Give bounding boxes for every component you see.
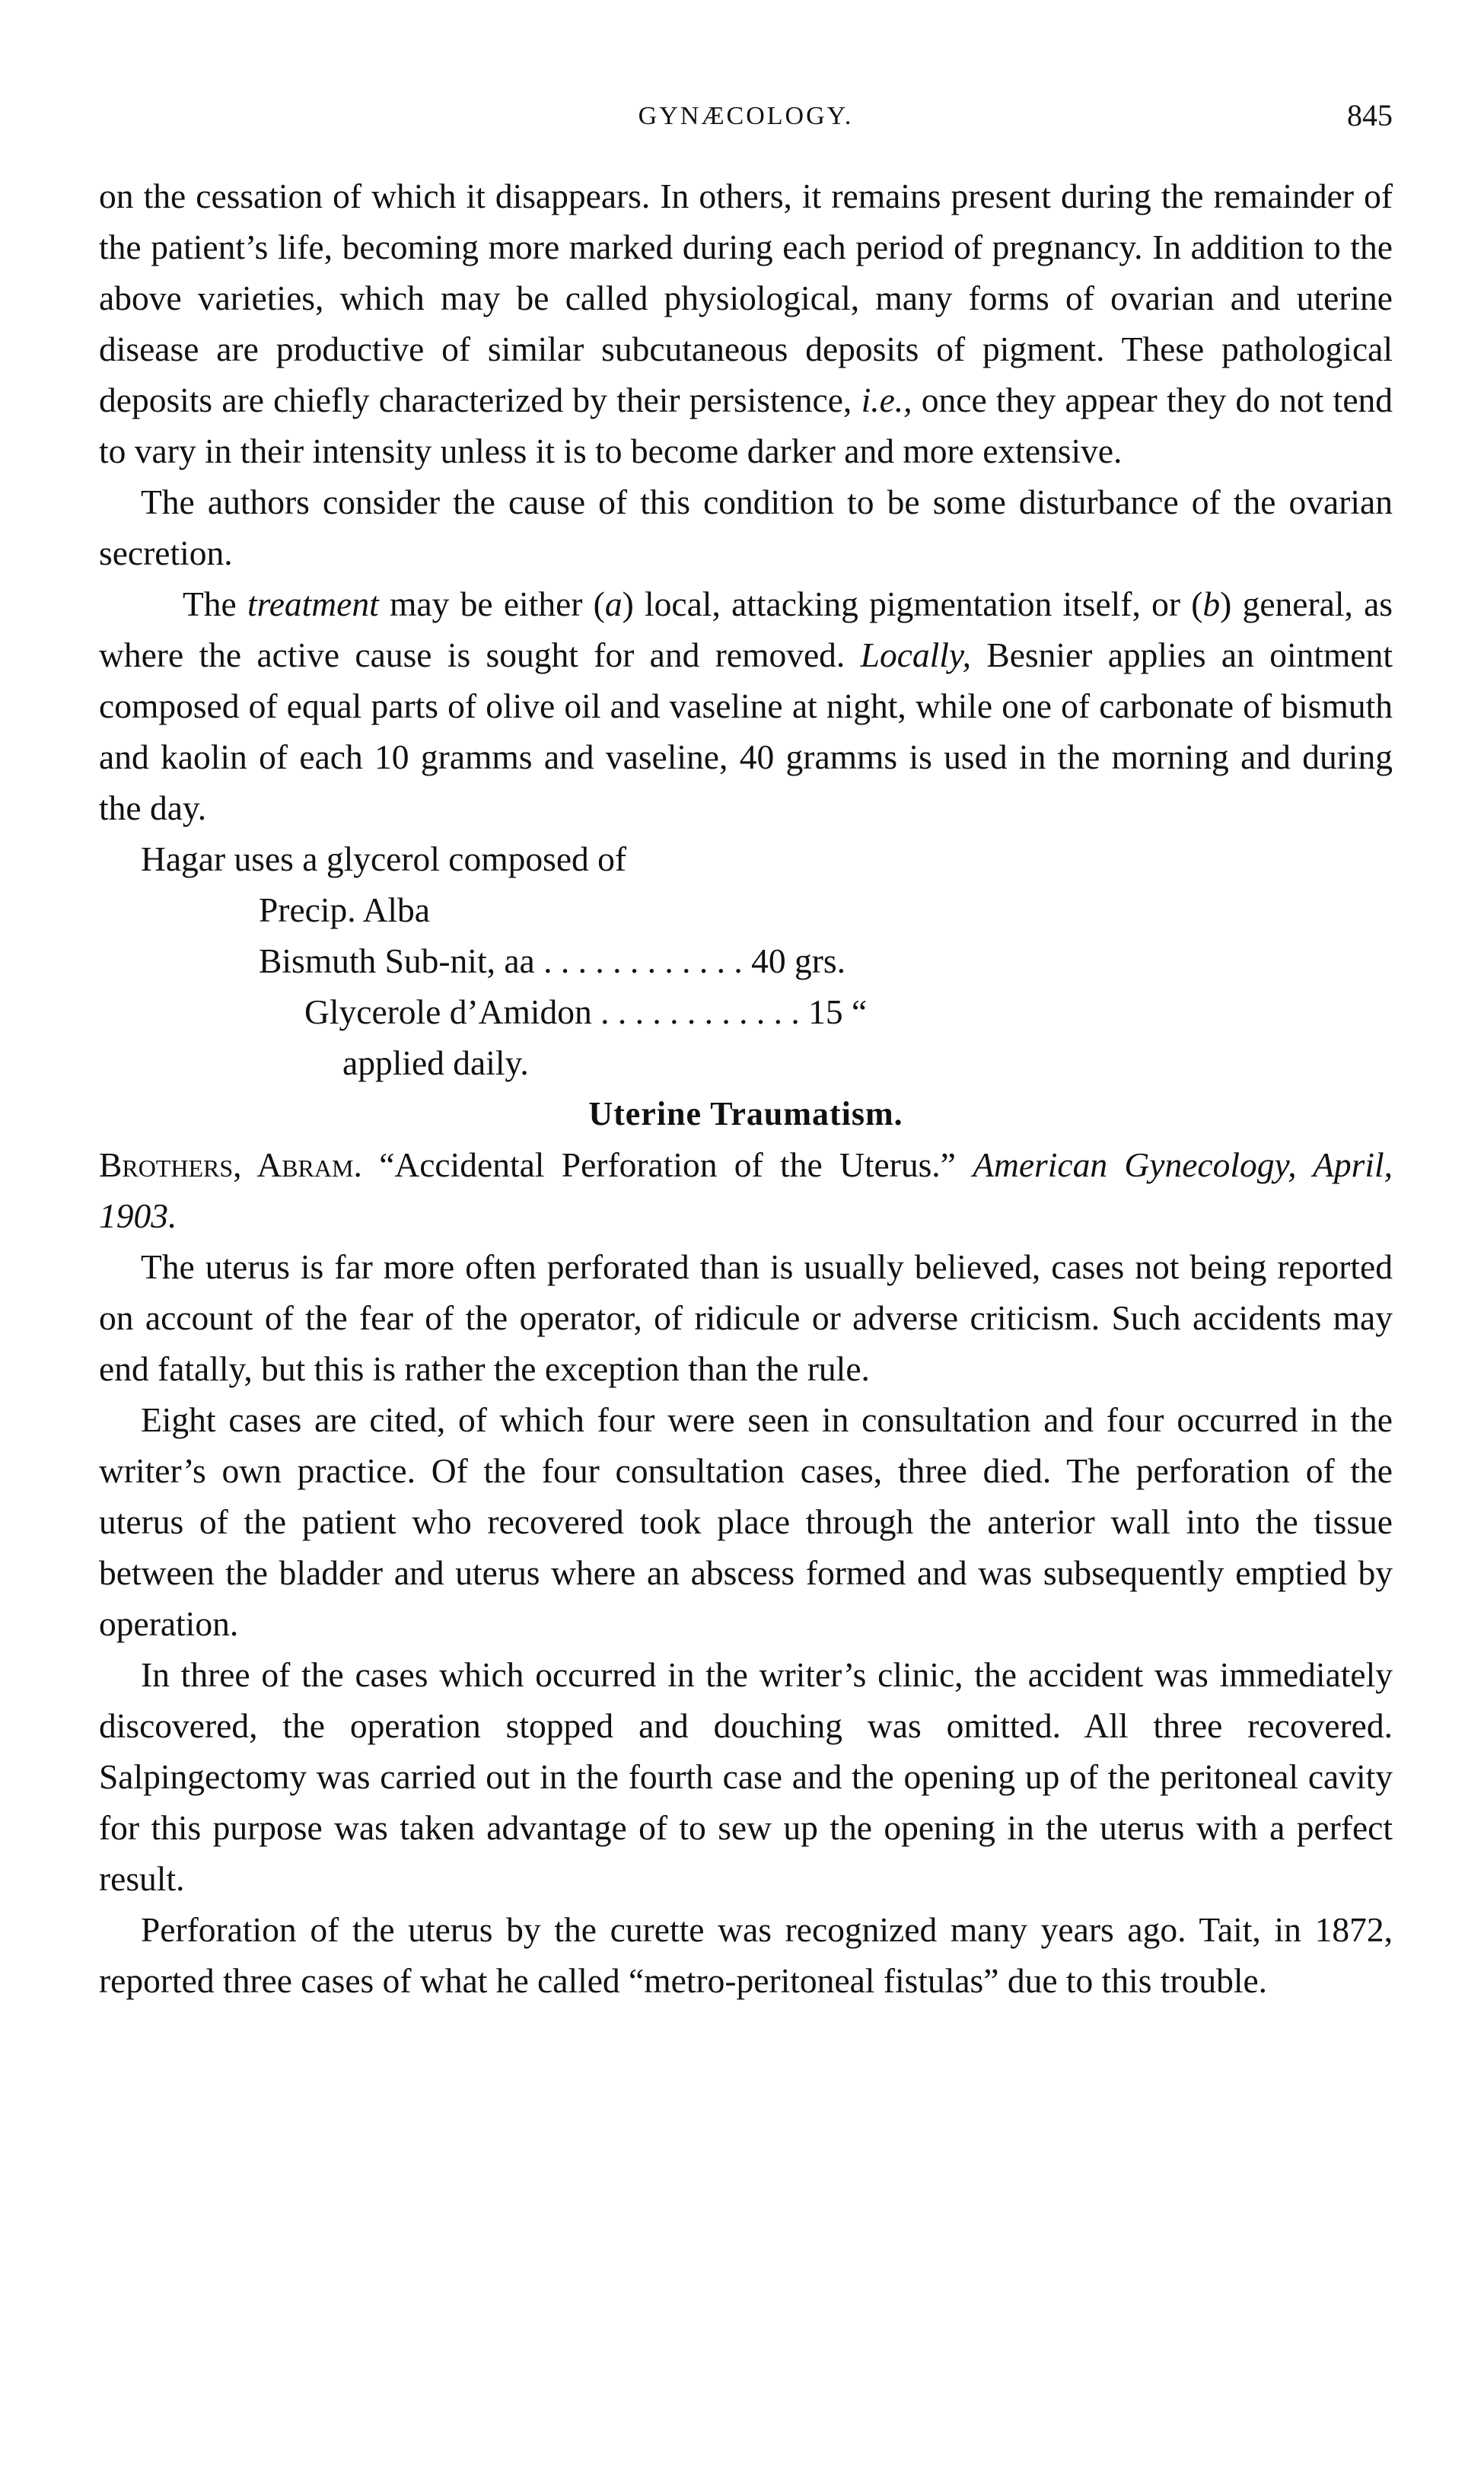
citation-author: Brothers, Abram. <box>99 1145 362 1184</box>
section-heading: Uterine Traumatism. <box>588 1095 903 1132</box>
paragraph-treatment <box>99 578 1393 833</box>
text-run: ) general, as where the active cause is sought for and removed. <box>99 584 1393 674</box>
paragraph: Eight cases are cited, of which four were seen in consultation and four occurred in the writer’s own practice. Of the four consultation cases, three died. The perforation of the uterus of the patient who recovered took place through the anterior wall into the tissue between the bladder and uterus where an abscess formed and was subsequently emptied by operation. <box>99 1400 1393 1643</box>
text-run: may be either ( <box>390 584 605 623</box>
page-header <box>99 97 1393 143</box>
text-run: The <box>183 584 237 623</box>
text-run: Besnier applies an ointment composed of equal parts of olive oil and vaseline at night, while one of carbonate of bismuth and kaolin of each 10 gramms and vaseline, 40 gramms is used in the morning and during the day. <box>99 635 1393 827</box>
paragraph-text: on the cessation of which it disappears. In others, it remains present during the remainder of the patient’s life, becoming more marked during each period of pregnancy. In addition to the above varieties, which may be called physiological, many forms of ovarian and uterine disease are productive of similar subcutaneous deposits of pigment. These pathological deposits are chiefly characterized by their persistence, <box>99 177 1393 419</box>
paragraph: Hagar uses a glycerol composed of <box>141 839 627 878</box>
italic-letter-b: b <box>1202 584 1221 623</box>
recipe-block <box>99 884 1393 1088</box>
citation <box>99 1139 1393 1241</box>
citation-journal: American Gynecology, April, 1903. <box>99 1145 1393 1235</box>
recipe-line: Precip. Alba <box>259 890 430 929</box>
citation-title: “Accidental Perforation of the Uterus.” <box>379 1145 956 1184</box>
italic-locally: Locally, <box>860 635 971 674</box>
paragraph: In three of the cases which occurred in the writer’s clinic, the accident was immediately discovered, the operation stopped and douching was omitted. All three recovered. Salpingectomy was carried out in the fourth case and the opening up of the peritoneal cavity for this purpose was taken advantage of to sew up the opening in the uterus with a perfect result. <box>99 1655 1393 1898</box>
italic-treatment: treatment <box>247 584 379 623</box>
running-head: GYNÆCOLOGY. <box>638 102 854 130</box>
recipe-line: Bismuth Sub-nit, aa . . . . . . . . . . . . 40 grs. <box>259 941 845 980</box>
page-number: 845 <box>1347 98 1393 132</box>
italic-letter-a: a <box>604 584 623 623</box>
paragraph: Perforation of the uterus by the curette was recognized many years ago. Tait, in 1872, reported three cases of what he called “metro-peritoneal fistulas” due to this trouble. <box>99 1910 1393 2000</box>
italic-ie: i.e., <box>861 381 912 419</box>
recipe-line: applied daily. <box>342 1043 529 1082</box>
paragraph-text: once they appear they do not tend to vary in their intensity unless it is to become darker and more extensive. <box>99 381 1393 470</box>
paragraph: The uterus is far more often perforated than is usually believed, cases not being reported on account of the fear of the operator, of ridicule or adverse criticism. Such accidents may end fatally, but this is rather the exception than the rule. <box>99 1247 1393 1388</box>
body-text <box>99 170 1393 2006</box>
recipe-line: Glycerole d’Amidon . . . . . . . . . . . . 15 “ <box>304 992 868 1031</box>
text-run: ) local, attacking pigmentation itself, or ( <box>622 584 1203 623</box>
paragraph: The authors consider the cause of this condition to be some disturbance of the ovarian secretion. <box>99 482 1393 572</box>
paragraph <box>99 170 1393 476</box>
